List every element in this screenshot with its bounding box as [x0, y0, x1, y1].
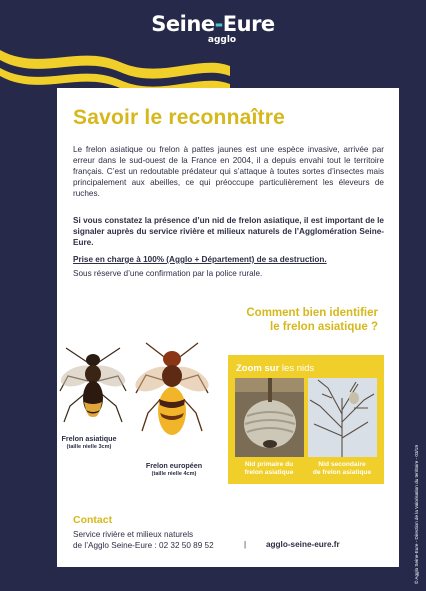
- european-hornet-caption: [128, 461, 220, 479]
- page-title: Savoir le reconnaître: [73, 106, 285, 129]
- website-link[interactable]: agglo-seine-eure.fr: [266, 540, 340, 549]
- intro-paragraph: Le frelon asiatique ou frelon à pattes jaunes est une espèce invasive, arrivée par erreur dans le sud-ouest de la France en 2004, il a depuis envahi tout le territoire français. C’est un redoutable prédateur qui s’attaque à toutes sortes d’insectes mais principalement aux abeilles, ce qui préoccupe particulièrement les éleveurs de ruches.: [73, 145, 384, 198]
- logo-subtitle: agglo: [207, 35, 237, 45]
- zoom-title-bold: Zoom sur: [236, 363, 280, 374]
- zoom-nests-panel: [228, 355, 384, 484]
- seine-eure-logo: [0, 14, 426, 45]
- primary-nest-photo: [235, 378, 304, 457]
- european-hornet-name: Frelon européen: [145, 461, 203, 470]
- asian-hornet-name: Frelon asiatique: [61, 434, 117, 443]
- secondary-nest-photo: [308, 378, 377, 457]
- primary-nest-caption: [233, 461, 305, 477]
- identify-line-1: Comment bien identifier: [246, 307, 378, 319]
- zoom-title: [236, 363, 314, 374]
- contact-service: Service rivière et milieux naturels: [73, 530, 194, 539]
- coverage-paragraph: Prise en charge à 100% (Agglo + Département) de sa destruction.: [73, 255, 327, 264]
- logo-dash: -: [214, 12, 223, 36]
- identify-line-2: le frelon asiatique ?: [270, 321, 378, 333]
- primary-nest-line-2: frelon asiatique: [244, 469, 294, 476]
- identify-heading: [246, 306, 378, 334]
- contact-heading: Contact: [73, 514, 113, 526]
- contact-separator: |: [244, 540, 247, 549]
- primary-nest-image: [235, 378, 304, 457]
- secondary-nest-line-2: de frelon asiatique: [312, 469, 372, 476]
- asian-hornet-caption: [44, 434, 134, 452]
- logo-wordmark: [0, 14, 426, 35]
- european-hornet-size: (taille réelle 4cm): [151, 471, 197, 477]
- contact-phone: de l’Agglo Seine-Eure : 02 32 50 89 52: [73, 541, 214, 550]
- logo-word-eure: Eure: [222, 12, 275, 36]
- logo-word-seine: Seine: [151, 12, 215, 36]
- primary-nest-line-1: Nid primaire du: [244, 461, 294, 468]
- alert-paragraph: Si vous constatez la présence d’un nid de frelon asiatique, il est important de le signaler auprès du service rivière et milieux naturels de l’Agglomération Seine-Eure.: [73, 216, 384, 247]
- credits-vertical-text: © Agglo Seine-Eure - Direction de la Valorisation du territoire - 03/19: [414, 445, 419, 584]
- secondary-nest-image: [308, 378, 377, 457]
- asian-hornet-size: (taille réelle 3cm): [66, 444, 112, 450]
- secondary-nest-caption: [306, 461, 378, 477]
- reserve-paragraph: Sous réserve d’une confirmation par la police rurale.: [73, 269, 263, 278]
- secondary-nest-line-1: Nid secondaire: [318, 461, 366, 468]
- european-hornet-illustration: [124, 333, 220, 457]
- zoom-title-rest: les nids: [279, 363, 315, 374]
